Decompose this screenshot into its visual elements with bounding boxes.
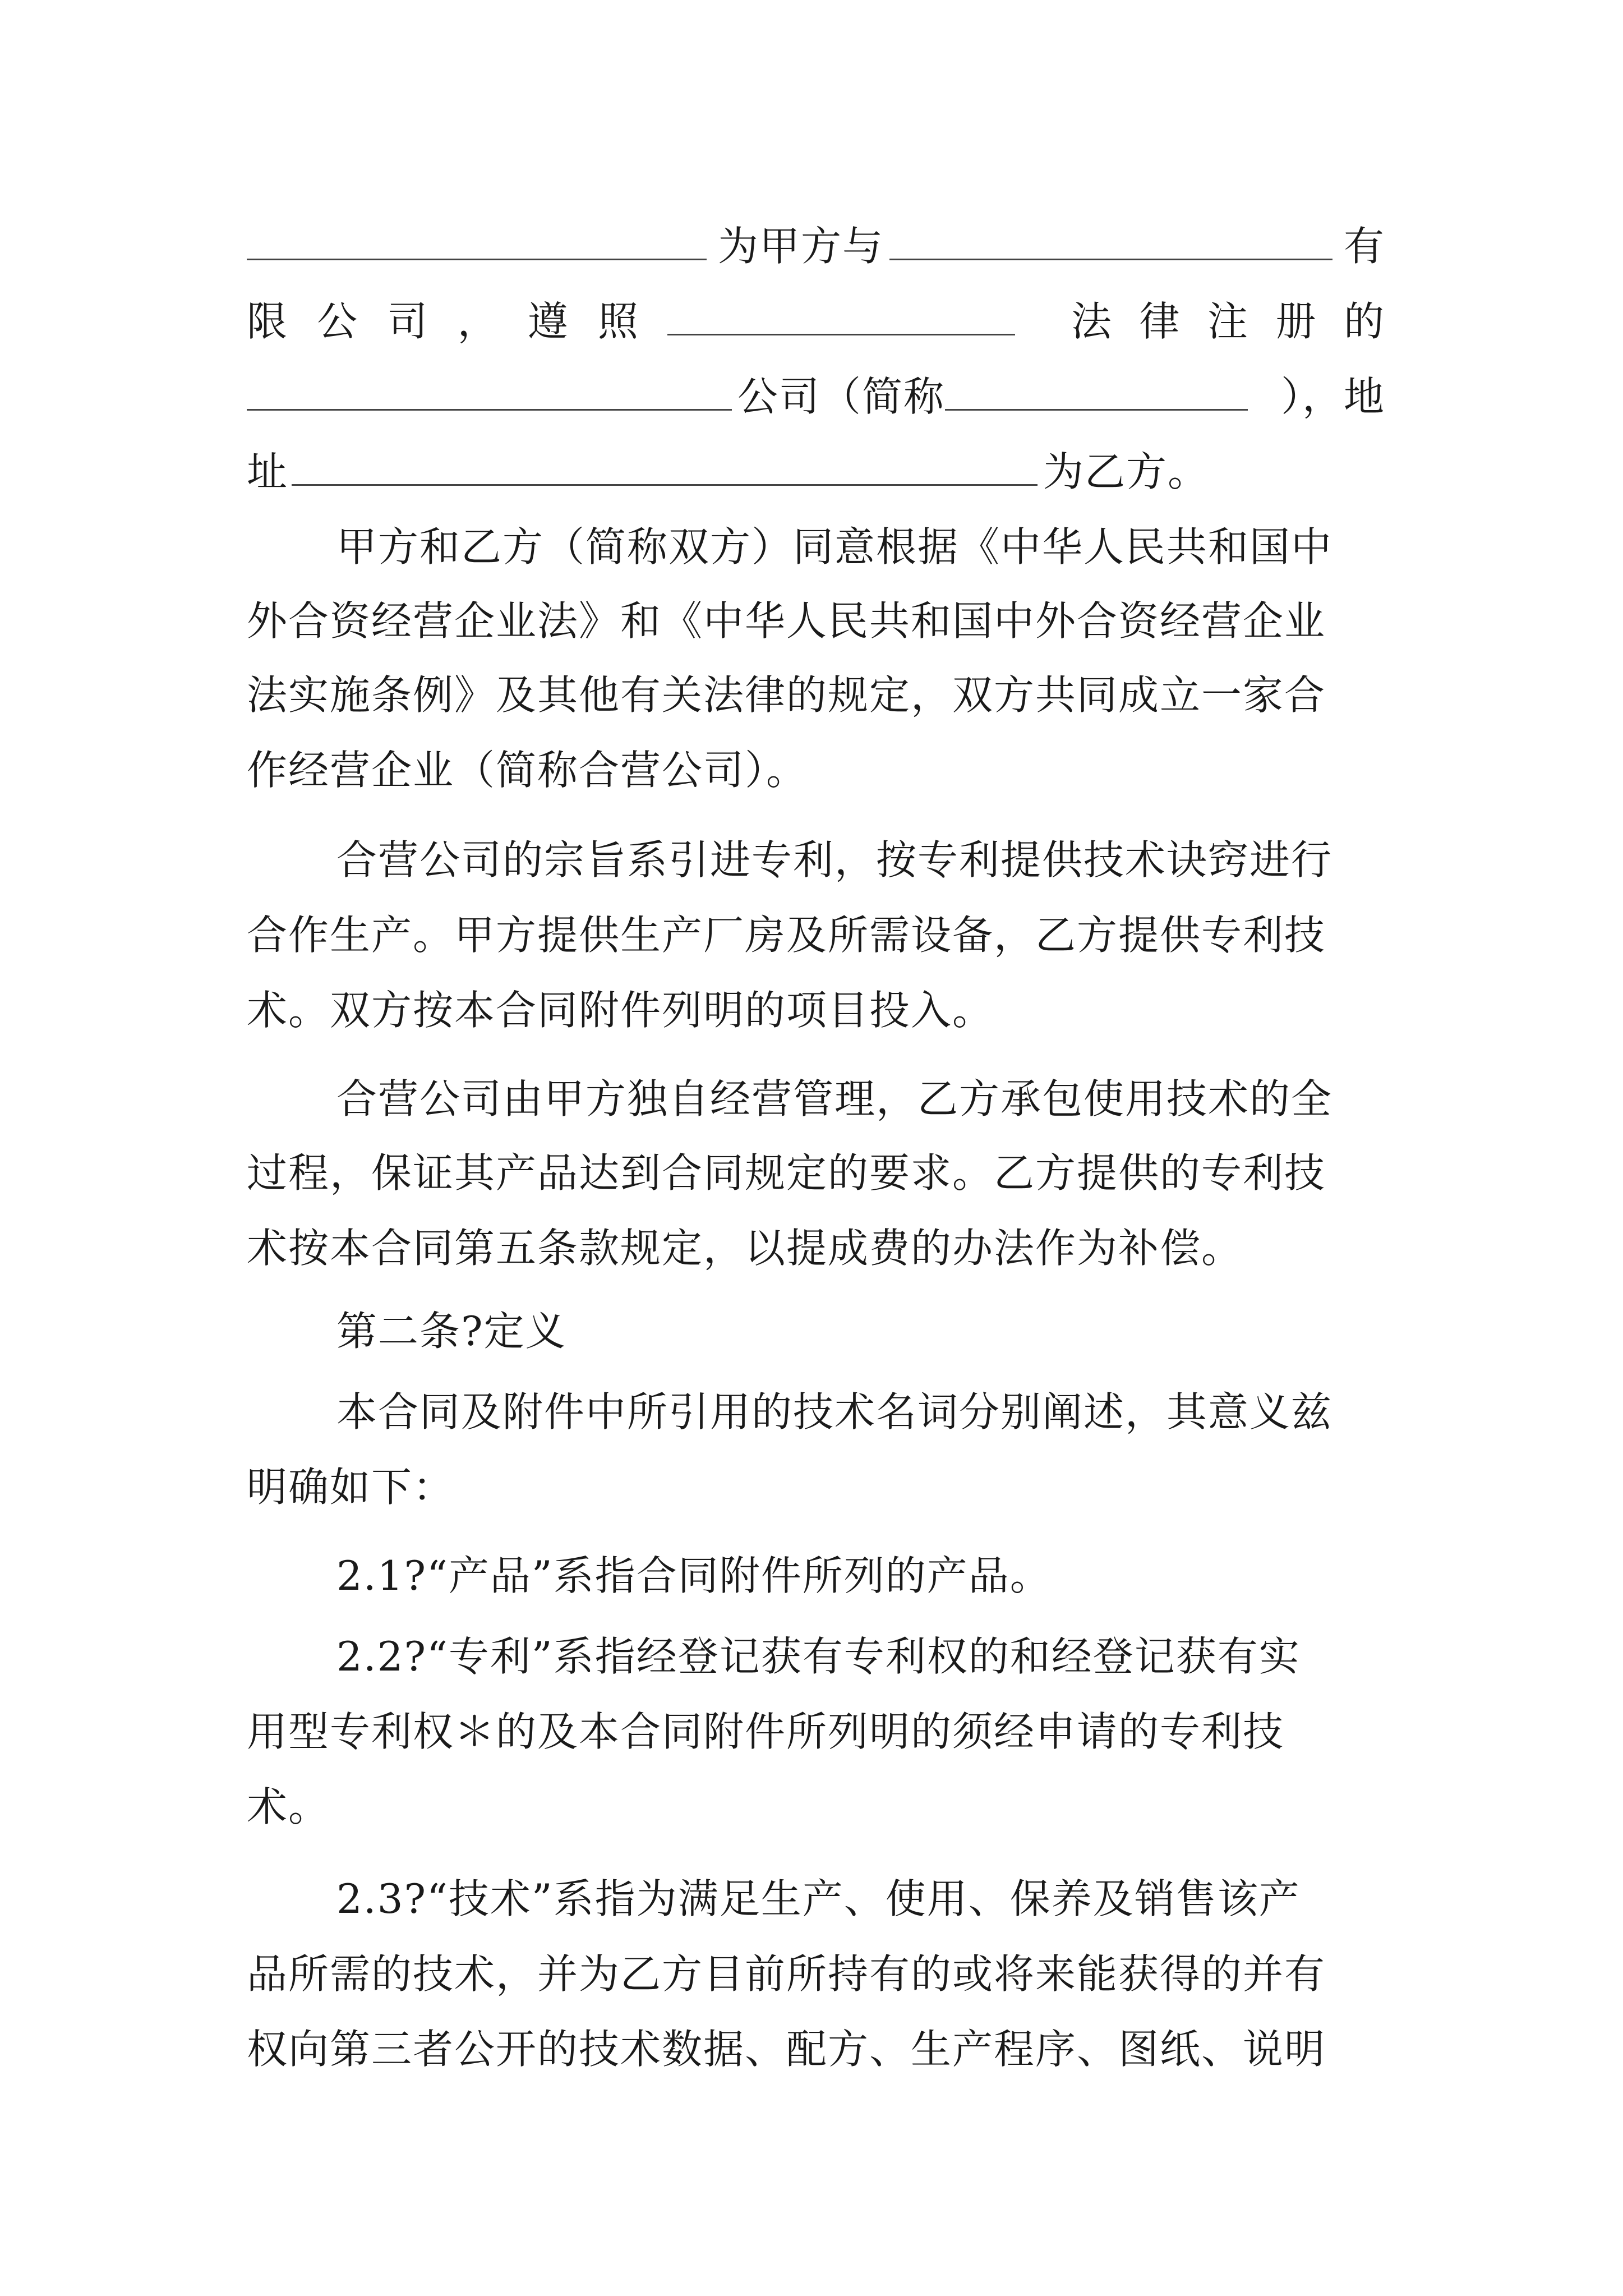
paragraph-line: 甲方和乙方（简称双方）同意根据《中华人民共和国中 [336,523,1333,570]
paragraph-line: 过程，保证其产品达到合同规定的要求。乙方提供的专利技 [247,1149,1326,1197]
blank-field [889,219,1332,260]
paragraph-line: 术。双方按本合同附件列明的项目投入。 [247,987,994,1034]
blank-field [667,295,1015,335]
intro-line-4 [247,434,1385,510]
paragraph-line: 术按本合同第五条款规定，以提成费的办法作为补偿。 [247,1225,1243,1272]
blank-field [247,370,732,411]
definition-2-3-line: 品所需的技术，并为乙方目前所持有的或将来能获得的并有 [247,1950,1326,1998]
intro-text: 为乙方。 [1043,448,1210,495]
paragraph-line: 合营公司的宗旨系引进专利，按专利提供技术诀窍进行 [336,836,1333,884]
definition-2-2-line: 术。 [247,1783,330,1830]
definition-2-2-line: 用型专利权＊的及本合同附件所列明的须经申请的专利技 [247,1708,1285,1755]
intro-line-3 [247,359,1385,435]
intro-text: ），地 [1280,373,1385,420]
intro-line-2 [247,284,1385,360]
intro-justified-head: 限 公 司 ， 遵 照 [247,298,639,345]
definition-2-3-line: 2.3?“技术”系指为满足生产、使用、保养及销售该产 [336,1875,1301,1922]
paragraph-line: 本合同及附件中所引用的技术名词分别阐述，其意义兹 [336,1388,1333,1435]
blank-field [945,370,1248,411]
intro-text: 公司（简称 [737,373,946,420]
intro-text: 有 [1343,223,1385,270]
blank-field [247,219,707,260]
intro-justified-tail: 法 律 注 册 的 [1071,298,1385,345]
definition-2-3-line: 权向第三者公开的技术数据、配方、生产程序、图纸、说明 [247,2026,1326,2073]
paragraph-line: 合作生产。甲方提供生产厂房及所需设备，乙方提供专利技 [247,912,1326,959]
paragraph-line: 法实施条例》及其他有关法律的规定，双方共同成立一家合 [247,671,1326,719]
article-heading: 第二条?定义 [336,1308,567,1355]
intro-line-1 [247,209,1385,284]
paragraph-line: 作经营企业（简称合营公司）。 [247,747,808,794]
paragraph-line: 外合资经营企业法》和《中华人民共和国中外合资经营企业 [247,597,1326,645]
intro-text: 为甲方与 [718,223,884,270]
paragraph-line: 合营公司由甲方独自经营管理，乙方承包使用技术的全 [336,1075,1333,1122]
definition-2-1: 2.1?“产品”系指合同附件所列的产品。 [336,1552,1052,1599]
paragraph-line: 明确如下： [247,1464,455,1511]
intro-text: 址 [247,448,289,495]
definition-2-2-line: 2.2?“专利”系指经登记获有专利权的和经登记获有实 [336,1633,1301,1680]
blank-field [292,445,1038,486]
